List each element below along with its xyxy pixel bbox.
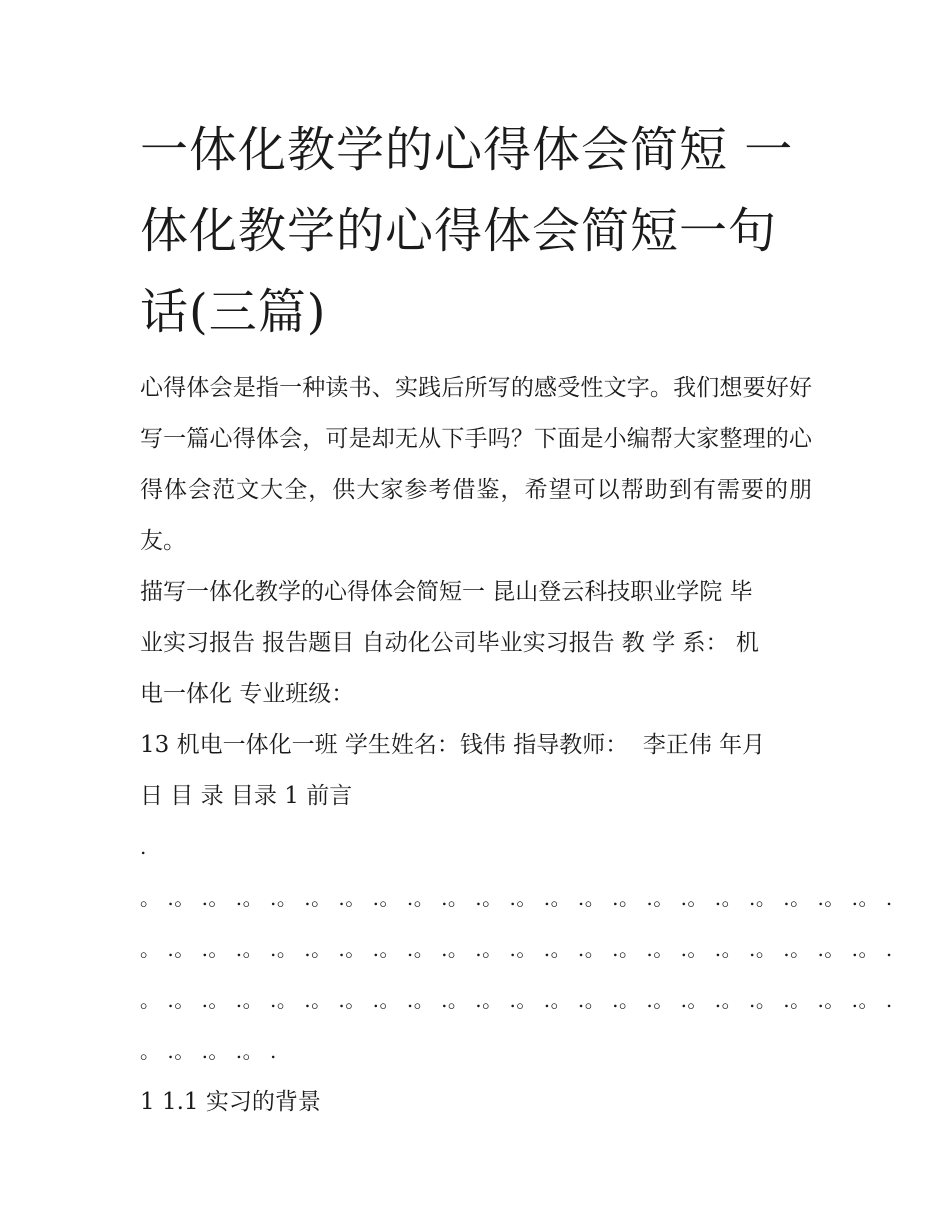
body-line: 日 目 录 目录 1 前言 <box>140 783 353 809</box>
document-page <box>140 110 893 1128</box>
document-title: 一体化教学的心得体会简短 一体化教学的心得体会简短一句话(三篇) <box>140 122 794 340</box>
toc-dot-leader: 。 .。 .。 .。 . <box>140 1039 277 1063</box>
toc-dot-leader: 。 .。 .。 .。 .。 .。 .。 .。 .。 .。 .。 .。 .。 .。 .。 .。 .。 .。 .。 .。 .。 .。 . <box>140 988 893 1012</box>
toc-dot-leader: . <box>140 835 147 859</box>
body-line: 电一体化 专业班级： <box>140 681 355 707</box>
body-line: 业实习报告 报告题目 自动化公司毕业实习报告 教 学 系： 机 <box>140 630 759 656</box>
intro-paragraph: 心得体会是指一种读书、实践后所写的感受性文字。我们想要好好写一篇心得体会，可是却无从下手吗？下面是小编帮大家整理的心得体会范文大全，供大家参考借鉴，希望可以帮助到有需要的朋友。 <box>140 375 812 554</box>
body-line: 描写一体化教学的心得体会简短一 昆山登云科技职业学院 毕 <box>140 579 753 605</box>
toc-dot-leader: 。 .。 .。 .。 .。 .。 .。 .。 .。 .。 .。 .。 .。 .。 .。 .。 .。 .。 .。 .。 .。 .。 . <box>140 886 893 910</box>
toc-dot-leader: 。 .。 .。 .。 .。 .。 .。 .。 .。 .。 .。 .。 .。 .。 .。 .。 .。 .。 .。 .。 .。 .。 . <box>140 937 893 961</box>
body-line: 13 机电一体化一班 学生姓名：钱伟 指导教师： 李正伟 年月 <box>140 732 766 758</box>
section-subheading: 1 1.1 实习的背景 <box>140 1089 321 1115</box>
